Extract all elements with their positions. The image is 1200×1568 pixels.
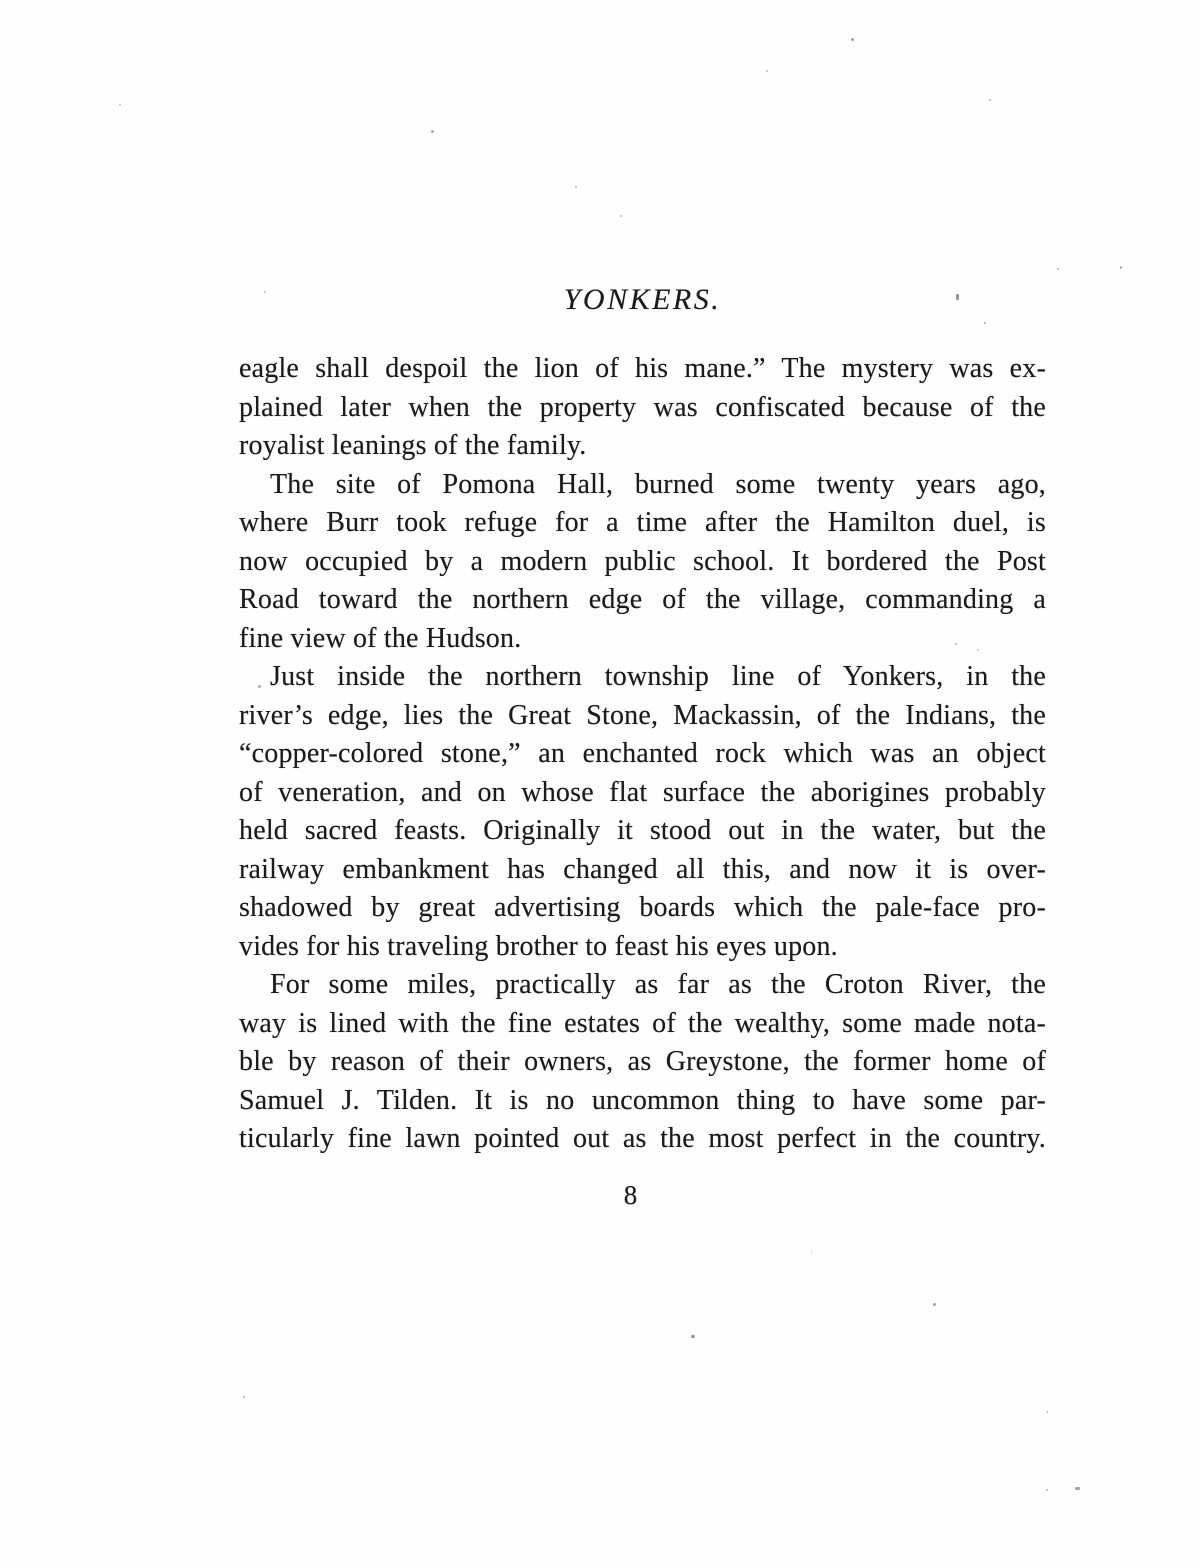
scan-speck	[1120, 266, 1122, 269]
text-line: shadowed by great advertising boards which the pale-face pro-	[239, 892, 1046, 923]
text-line: Samuel J. Tilden. It is no uncommon thing to have some par-	[239, 1084, 1046, 1116]
scan-speck	[766, 70, 768, 72]
text-column	[239, 281, 1046, 1214]
scan-speck	[1057, 268, 1059, 270]
text-line: eagle shall despoil the lion of his mane.” The mystery was ex-	[239, 353, 1046, 384]
text-line: Just inside the northern township line of Yonkers, in the	[270, 661, 1046, 692]
scan-speck	[431, 130, 434, 133]
text-line: now occupied by a modern public school. It bordered the Post	[239, 545, 1046, 577]
scan-speck	[691, 1335, 695, 1338]
text-line: “copper-colored stone,” an enchanted rock which was an object	[239, 738, 1046, 769]
text-line: ble by reason of their owners, as Greystone, the former home of	[239, 1046, 1046, 1077]
scan-speck	[258, 685, 261, 688]
scan-speck	[977, 649, 979, 651]
scan-speck	[620, 215, 622, 217]
scan-speck	[933, 1303, 936, 1306]
scan-speck	[243, 1396, 245, 1398]
scan-speck	[264, 291, 266, 293]
text-line: royalist leanings of the family.	[239, 430, 587, 461]
text-line: railway embankment has changed all this, and now it is over-	[239, 853, 1046, 885]
text-line: of veneration, and on whose flat surface the aborigines probably	[239, 776, 1046, 808]
scan-speck	[989, 99, 991, 101]
text-line: vides for his traveling brother to feast his eyes upon.	[239, 930, 838, 962]
scan-speck	[956, 294, 959, 300]
scan-speck	[1075, 1487, 1080, 1490]
text-line: way is lined with the fine estates of the wealthy, some made nota-	[239, 1007, 1046, 1039]
paragraph-2	[239, 466, 1046, 659]
scan-speck	[1046, 1489, 1048, 1491]
text-line: The site of Pomona Hall, burned some twenty years ago,	[270, 468, 1046, 500]
scan-speck	[851, 38, 854, 41]
scan-speck	[1046, 1411, 1048, 1413]
text-line: For some miles, practically as far as the Croton River, the	[270, 969, 1046, 1000]
text-line: river’s edge, lies the Great Stone, Mackassin, of the Indians, the	[239, 699, 1046, 731]
scan-speck	[575, 186, 577, 188]
text-line: Road toward the northern edge of the village, commanding a	[239, 584, 1046, 615]
page-number: 8	[623, 1179, 638, 1210]
scan-speck	[955, 643, 957, 645]
text-line: ticularly fine lawn pointed out as the most perfect in the country.	[239, 1123, 1046, 1154]
paragraph-4	[239, 966, 1046, 1159]
paragraph-1	[239, 350, 1046, 466]
text-line: plained later when the property was confiscated because of the	[239, 391, 1046, 423]
paragraph-3	[239, 658, 1046, 966]
text-line: where Burr took refuge for a time after the Hamilton duel, is	[239, 507, 1046, 538]
scan-speck	[984, 322, 986, 324]
text-line: held sacred feasts. Originally it stood out in the water, but the	[239, 815, 1046, 846]
scan-speck	[811, 1251, 812, 1254]
text-line: fine view of the Hudson.	[239, 622, 522, 654]
running-head-title: YONKERS.	[563, 283, 722, 316]
scan-speck	[119, 104, 121, 106]
